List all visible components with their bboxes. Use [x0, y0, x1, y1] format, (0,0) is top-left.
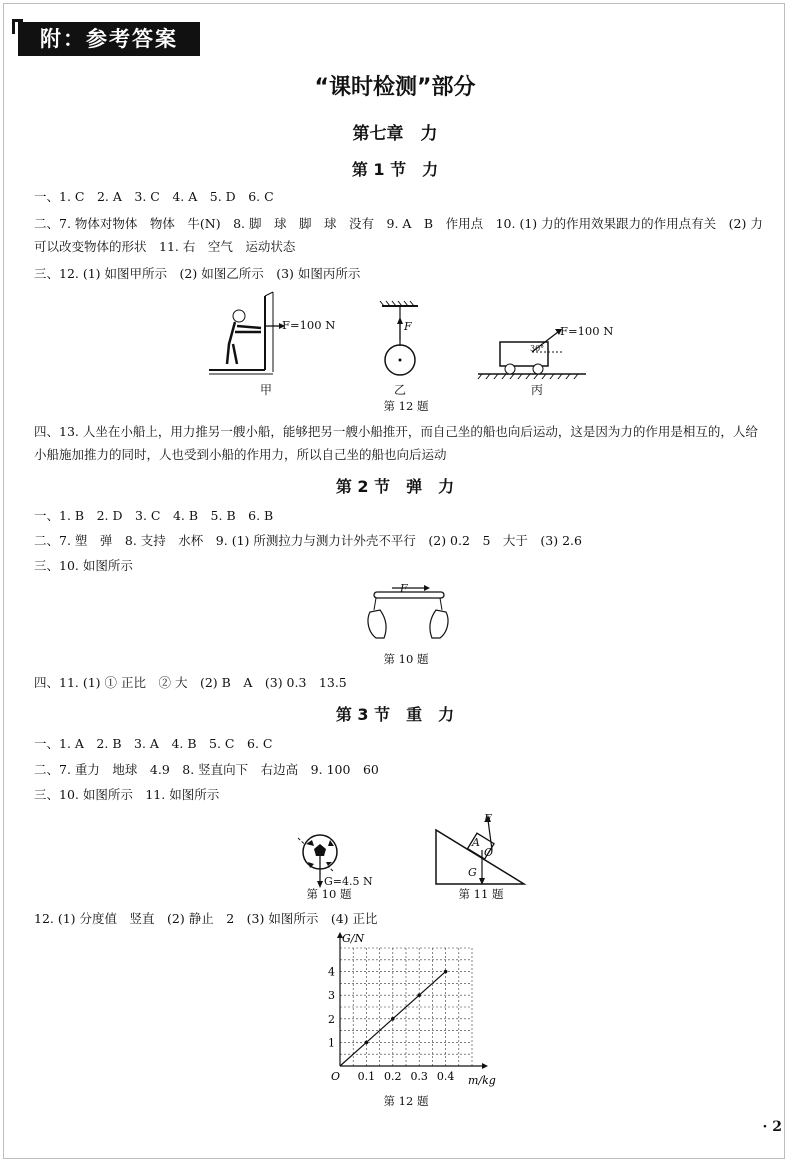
incline-point-o-label: O [484, 846, 494, 859]
data-point [391, 1017, 395, 1021]
y-tick-label: 2 [328, 1012, 335, 1026]
section-2-title: 第 2 节 弹 力 [335, 477, 455, 496]
s3-answers-3: 三、10. 如图所示 11. 如图所示 [34, 787, 220, 802]
section-3-title: 第 3 节 重 力 [335, 705, 455, 724]
section-1-title: 第 1 节 力 [351, 160, 439, 179]
s3-answers-4: 12. (1) 分度值 竖直 (2) 静止 2 (3) 如图所示 (4) 正比 [34, 911, 378, 926]
x-axis-label: m/kg [468, 1074, 496, 1087]
figure-bing-angle: 30° [530, 344, 545, 353]
x-tick-label: 0.3 [410, 1070, 428, 1083]
s1-answers-2: 二、7. 物体对物体 物体 牛(N) 8. 脚 球 脚 球 没有 9. A B 作用点 10. (1) 力的作用效果跟力的作用点有关 (2) 力可以改变物体的形状 11. 右 空气 运动状态 [34, 216, 763, 254]
s1-figure-caption: 第 12 题 [383, 399, 429, 413]
figure-s3-incline [432, 812, 532, 888]
incline-force-label: F [484, 812, 492, 825]
figure-s3-g-m-chart [318, 928, 496, 1090]
figure-s2-force-label: F [400, 582, 408, 595]
s2-answers-1: 一、1. B 2. D 3. C 4. B 5. B 6. B [34, 508, 274, 523]
s1-answers-3: 三、12. (1) 如图甲所示 (2) 如图乙所示 (3) 如图丙所示 [34, 266, 361, 281]
s2-answers-3: 三、10. 如图所示 [34, 558, 133, 573]
y-tick-label: 4 [328, 965, 335, 979]
x-tick-label: 0.1 [357, 1070, 376, 1083]
figure-jia-force-label: F=100 N [282, 318, 336, 332]
s2-answers-4: 四、11. (1) ① 正比 ② 大 (2) B A (3) 0.3 13.5 [34, 675, 347, 690]
x-tick-label: 0.2 [384, 1070, 402, 1083]
figure-s2-spring-stretch [360, 578, 456, 644]
answer-banner: 附：参考答案 [18, 22, 200, 56]
s3-figure-11-caption: 第 11 题 [458, 887, 504, 901]
main-title: “课时检测”部分 [314, 75, 476, 100]
figure-yi-force-label: F [404, 320, 412, 333]
s3-answers-1: 一、1. A 2. B 3. A 4. B 5. C 6. C [34, 736, 273, 751]
incline-point-a-label: A [472, 836, 480, 849]
incline-gravity-label: G [468, 866, 477, 879]
figure-jia-push-wall [205, 292, 335, 384]
data-point [444, 970, 448, 974]
page-number: · 2 [762, 1119, 782, 1135]
x-tick-label: 0.4 [436, 1070, 455, 1083]
s2-figure-caption: 第 10 题 [383, 652, 429, 666]
s3-figure-12-caption: 第 12 题 [383, 1094, 429, 1108]
s1-answers-1: 一、1. C 2. A 3. C 4. A 5. D 6. C [34, 189, 274, 204]
s3-figure-10-caption: 第 10 题 [306, 887, 352, 901]
figure-yi-pulley [370, 300, 430, 382]
figure-jia-label: 甲 [260, 383, 273, 397]
data-point [417, 993, 421, 997]
chapter-title: 第七章 力 [352, 124, 438, 144]
figure-s3-gravity-label: G=4.5 N [324, 875, 373, 888]
origin-label: O [331, 1070, 341, 1083]
y-tick-label: 1 [328, 1036, 335, 1050]
x-axis-arrow [482, 1063, 488, 1069]
s3-answers-2: 二、7. 重力 地球 4.9 8. 竖直向下 右边高 9. 100 60 [34, 762, 379, 777]
figure-bing-label: 丙 [531, 383, 544, 397]
figure-yi-label: 乙 [394, 383, 407, 397]
y-tick-label: 3 [328, 989, 335, 1003]
data-point [365, 1041, 369, 1045]
figure-bing-force-label: F=100 N [560, 324, 614, 338]
s2-answers-2: 二、7. 塑 弹 8. 支持 水杯 9. (1) 所测拉力与测力计外壳不平行 (2) 0.2 5 大于 (3) 2.6 [34, 533, 582, 548]
s1-answers-4: 四、13. 人坐在小船上，用力推另一艘小船，能够把另一艘小船推开，而自己坐的船也向后运动，这是因为力的作用是相互的，人给小船施加推力的同时，人也受到小船的作用力，所以自己坐的船也向后运动 [34, 424, 758, 462]
y-axis-label: G/N [342, 932, 365, 945]
